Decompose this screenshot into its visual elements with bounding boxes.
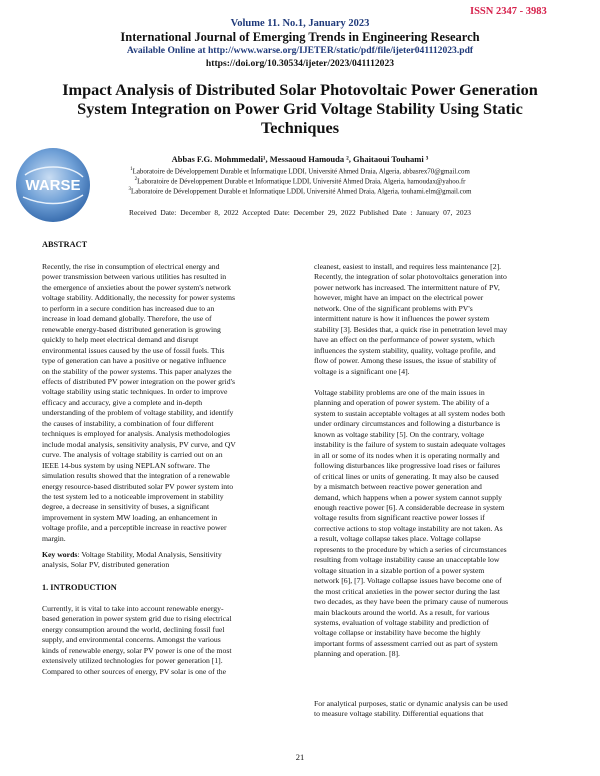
text-line: stability [3]. Besides that, a quick rise in penetration level may (314, 324, 508, 334)
text-line: planning and operation. [8]. (314, 649, 400, 659)
text-line: techniques is employed for analysis. Analysis methodologies (42, 429, 231, 439)
text-line: power transmission between various utilities has resulted in (42, 272, 227, 282)
text-line: For analytical purposes, static or dynamic analysis can be used (314, 699, 508, 708)
text-line: following disturbances like progressive load rises or failures (314, 461, 501, 471)
text-line: known as voltage stability [5]. On the contrary, voltage (314, 429, 485, 439)
text-line: Currently, it is vital to take into account renewable energy- (42, 604, 224, 613)
text-line: under ordinary circumstances and following a disturbance is (314, 419, 501, 429)
affiliation-2: $^2$Laboratoire de Développement Durable et Informatique LDDI, Université Ahmed Draia, Algeria, hamoudax@yahoo.fr (134, 177, 466, 186)
text-line: supply, and environmental concerns. Amongst the various (42, 635, 221, 645)
right-column-para-3 (314, 699, 566, 720)
text-line: on the stability of the power systems. This paper analyzes the (42, 366, 232, 376)
text-line: kinds of renewable energy, solar PV power is one of the most (42, 645, 232, 655)
introduction-body (42, 604, 296, 677)
text-line: the most critical anxieties in the power sector during the last (314, 586, 501, 596)
keywords (42, 550, 296, 571)
text-line: intermittent nature is how it influences the power system (314, 314, 490, 324)
online-url[interactable]: Available Online at http://www.warse.org/IJETER/static/pdf/file/ijeter041112023.pdf (126, 45, 474, 56)
text-line: flow of power. Among these issues, the issue of stability of (314, 356, 497, 366)
text-line: quickly to help meet electrical demand and disrupt (42, 335, 199, 345)
publication-dates: Received Date: December 8, 2022 Accepted Date: December 29, 2022 Published Date : January 07, 2023 (129, 208, 471, 217)
text-line: energy consumption around the world, declining fossil fuel (42, 624, 225, 634)
abstract-body (42, 262, 296, 544)
logo-text: WARSE (25, 177, 81, 194)
text-line: voltage profile, and a perceptible increase in reactive power (42, 523, 227, 533)
text-line: have an effect on the performance of power system, which (314, 335, 495, 345)
text-line: type of generation can have a positive or negative influence (42, 356, 227, 366)
text-line: simulation results showed that the integration of a renewable (42, 471, 230, 481)
text-line: voltage stability. Additionally, the necessity for power systems (42, 293, 236, 303)
text-line: degree, a decrease in sensitivity of buses, a significant (42, 502, 210, 512)
text-line: to measure voltage stability. Differential equations that (314, 709, 484, 719)
text-line: main blackouts around the world. As a result, for various (314, 607, 490, 617)
text-line: Recently, the integration of solar photovoltaics generation into (314, 272, 507, 282)
text-line: Voltage stability problems are one of the main issues in (314, 388, 485, 397)
text-line: in all or some of its nodes when it is operating normally and (314, 450, 500, 460)
text-line: efficacy and accuracy, give a complete and in-depth (42, 397, 203, 407)
page-number: 21 (295, 752, 305, 762)
text-line: environmental issues caused by the use of fossil fuels. This (42, 345, 225, 355)
text-line: Compared to other sources of energy, PV solar is one of the (42, 666, 226, 676)
text-line: voltage situation in a sizable portion of a power system (314, 565, 485, 575)
author-list: Abbas F.G. Mohmmedali¹, Messaoud Hamouda ², Ghaitaoui Touhami ³ (171, 154, 429, 164)
text-line: resulting from voltage instability cause an unacceptable low (314, 555, 500, 565)
right-column-para-2 (314, 388, 566, 660)
text-line: by a mismatch between reactive power generation and (314, 482, 482, 492)
text-line: enough reactive power [6]. A considerable decrease in system (314, 502, 505, 512)
paper-title (20, 80, 580, 137)
text-line: renewable energy-based distributed generation is growing (42, 324, 221, 334)
doi-link[interactable]: https://doi.org/10.30534/ijeter/2023/041112023 (205, 58, 395, 69)
text-line: instability is the failure of system to sustain adequate voltages (314, 440, 506, 450)
text-line: power network has increased. The intermittent nature of PV, (314, 282, 500, 292)
text-line: two decades, as they have been the primary cause of numerous (314, 597, 508, 607)
text-line: understanding of the problem of voltage stability, and identify (42, 408, 234, 418)
text-line: influences the system stability, quality, voltage profile, and (314, 345, 496, 355)
text-line: corrective actions to stop voltage instability are not taken. As (314, 523, 503, 533)
text-line: important forms of assessment carried out as part of system (314, 638, 498, 648)
issn: ISSN 2347 - 3983 (470, 6, 547, 17)
right-column-para-1 (314, 262, 566, 377)
text-line: voltage is a significant one [4]. (314, 366, 410, 376)
text-line: voltage collapse or instability have become the highly (314, 628, 481, 638)
title-line: Techniques (260, 118, 340, 137)
abstract-heading: ABSTRACT (42, 240, 88, 249)
text-line: based generation in power system grid due to rising electrical (42, 614, 232, 624)
keywords-text: analysis, Solar PV, distributed generation (42, 560, 170, 570)
keywords-label: Key words (42, 550, 78, 559)
text-line: margin. (42, 533, 66, 543)
text-line: demand, which happens when a power system cannot supply (314, 492, 502, 502)
text-line: voltage results from significant reactive power losses if (314, 513, 485, 523)
text-line: extensively utilized technologies for power generation [1]. (42, 656, 223, 666)
text-line: to perform in a secure condition has increased due to an (42, 303, 215, 313)
text-line: improvement in system MW loading, an enhancement in (42, 512, 218, 522)
text-line: network [6], [7]. Voltage collapse issues have become one of (314, 576, 502, 586)
text-line: voltage stability using static techniques. In order to improve (42, 387, 228, 397)
title-line: Impact Analysis of Distributed Solar Photovoltaic Power Generation (62, 80, 538, 99)
text-line: Recently, the rise in consumption of electrical energy and (42, 262, 220, 271)
text-line: increase in load demand globally. Therefore, the use of (42, 314, 212, 324)
text-line: of critical lines or units of generating. It may also be caused (314, 471, 499, 481)
introduction-heading: 1. INTRODUCTION (42, 583, 117, 592)
text-line: energy resource-based distributed solar PV power system into (42, 481, 234, 491)
keywords-text: : Voltage Stability, Modal Analysis, Sensitivity (77, 550, 222, 559)
journal-name: International Journal of Emerging Trends in Engineering Research (120, 30, 480, 44)
affiliation-1: $^1$Laboratoire de Développement Durable et Informatique LDDI, Université Ahmed Draia, Algeria, abbasrex70@gmail.com (130, 167, 470, 176)
text-line: system to sustain acceptable voltages at all system nodes both (314, 408, 505, 418)
volume-line: Volume 11. No.1, January 2023 (230, 18, 370, 29)
text-line: a result, voltage collapse takes place. Voltage collapse (314, 534, 481, 544)
text-line: curve. The analysis of voltage stability is carried out on an (42, 450, 223, 460)
text-line: represents to the procedure by which a series of circumstances (314, 544, 507, 554)
text-line: cleanest, easiest to install, and requires less maintenance [2]. (314, 262, 502, 271)
affiliation-3: $^3$Laboratoire de Développement Durable et Informatique LDDI, Université Ahmed Draia, Algeria, touhami.elm@gmail.com (128, 187, 472, 196)
text-line: the causes of instability, a combination of four different (42, 418, 214, 428)
text-line: the emergence of anxieties about the power system's network (42, 282, 232, 292)
text-line: IEEE 14-bus system by using NEPLAN software. The (42, 460, 210, 470)
text-line: include modal analysis, sensitivity analysis, PV curve, and QV (42, 439, 236, 449)
title-line: System Integration on Power Grid Voltage Stability Using Static (77, 99, 523, 118)
text-line: network. One of the significant problems with PV's (314, 303, 473, 313)
text-line: systems, evaluation of voltage stability and prediction of (314, 617, 489, 627)
text-line: however, might have an impact on the electrical power (314, 293, 484, 303)
text-line: effects of distributed PV power integration on the power grid's (42, 376, 235, 386)
text-line: planning and operation of power system. The ability of a (314, 398, 490, 408)
text-line: the test system led to a noticeable improvement in stability (42, 491, 224, 501)
